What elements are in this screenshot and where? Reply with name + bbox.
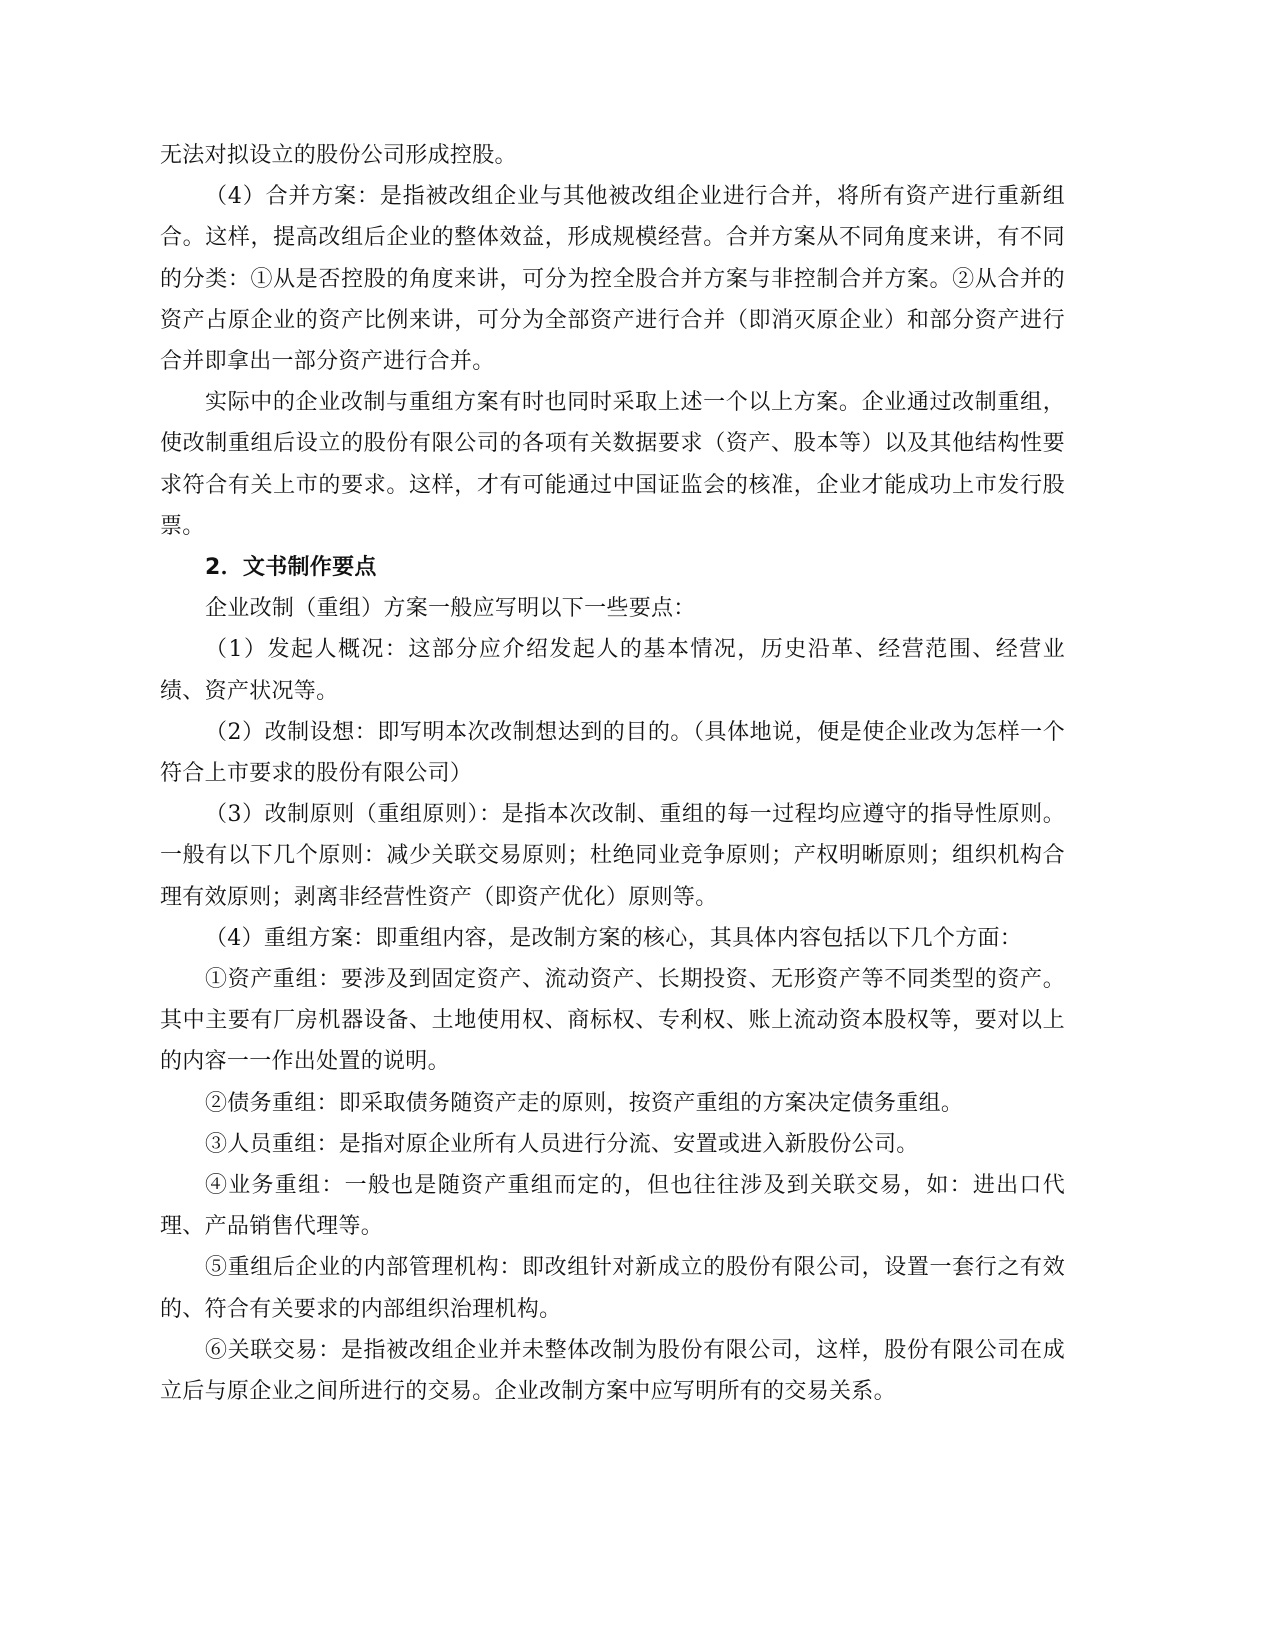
paragraph-sub-debt: ②债务重组：即采取债务随资产走的原则，按资产重组的方案决定债务重组。	[205, 1090, 964, 1116]
section-heading: 2．文书制作要点	[205, 555, 377, 581]
paragraph-item-1: （1）发起人概况：这部分应介绍发起人的基本情况，历史沿革、经营范围、经营业绩、资产状况等。	[160, 637, 1065, 704]
paragraph-continuation: 无法对拟设立的股份公司形成控股。	[160, 143, 517, 168]
paragraph-sub-management: ⑤重组后企业的内部管理机构：即改组针对新成立的股份有限公司，设置一套行之有效的、符合有关要求的内部组织治理机构。	[160, 1255, 1065, 1322]
document-page	[160, 135, 1065, 1412]
paragraph-item-3: （3）改制原则（重组原则）：是指本次改制、重组的每一过程均应遵守的指导性原则。一般有以下几个原则：减少关联交易原则；杜绝同业竞争原则；产权明晰原则；组织机构合理有效原则；剥离非经营性资产（即资产优化）原则等。	[160, 802, 1065, 910]
paragraph-practice: 实际中的企业改制与重组方案有时也同时采取上述一个以上方案。企业通过改制重组，使改制重组后设立的股份有限公司的各项有关数据要求（资产、股本等）以及其他结构性要求符合有关上市的要求。这样，才有可能通过中国证监会的核准，企业才能成功上市发行股票。	[160, 390, 1065, 539]
paragraph-intro: 企业改制（重组）方案一般应写明以下一些要点：	[205, 596, 696, 622]
paragraph-item-4: （4）重组方案：即重组内容，是改制方案的核心，其具体内容包括以下几个方面：	[205, 925, 1023, 951]
paragraph-item-2: （2）改制设想：即写明本次改制想达到的目的。（具体地说，便是使企业改为怎样一个符合上市要求的股份有限公司）	[160, 719, 1065, 787]
paragraph-sub-asset: ①资产重组：要涉及到固定资产、流动资产、长期投资、无形资产等不同类型的资产。其中主要有厂房机器设备、土地使用权、商标权、专利权、账上流动资本股权等，要对以上的内容一一作出处置的说明。	[160, 967, 1065, 1075]
paragraph-sub-business: ④业务重组：一般也是随资产重组而定的，但也往往涉及到关联交易，如：进出口代理、产品销售代理等。	[160, 1173, 1065, 1240]
paragraph-merger-plan: （4）合并方案：是指被改组企业与其他被改组企业进行合并，将所有资产进行重新组合。这样，提高改组后企业的整体效益，形成规模经营。合并方案从不同角度来讲，有不同的分类：①从是否控股的角度来讲，可分为控全股合并方案与非控制合并方案。②从合并的资产占原企业的资产比例来讲，可分为全部资产进行合并（即消灭原企业）和部分资产进行合并即拿出一部分资产进行合并。	[160, 184, 1065, 375]
paragraph-sub-personnel: ③人员重组：是指对原企业所有人员进行分流、安置或进入新股份公司。	[205, 1131, 919, 1157]
paragraph-sub-related-transactions: ⑥关联交易：是指被改组企业并未整体改制为股份有限公司，这样，股份有限公司在成立后与原企业之间所进行的交易。企业改制方案中应写明所有的交易关系。	[160, 1337, 1065, 1405]
